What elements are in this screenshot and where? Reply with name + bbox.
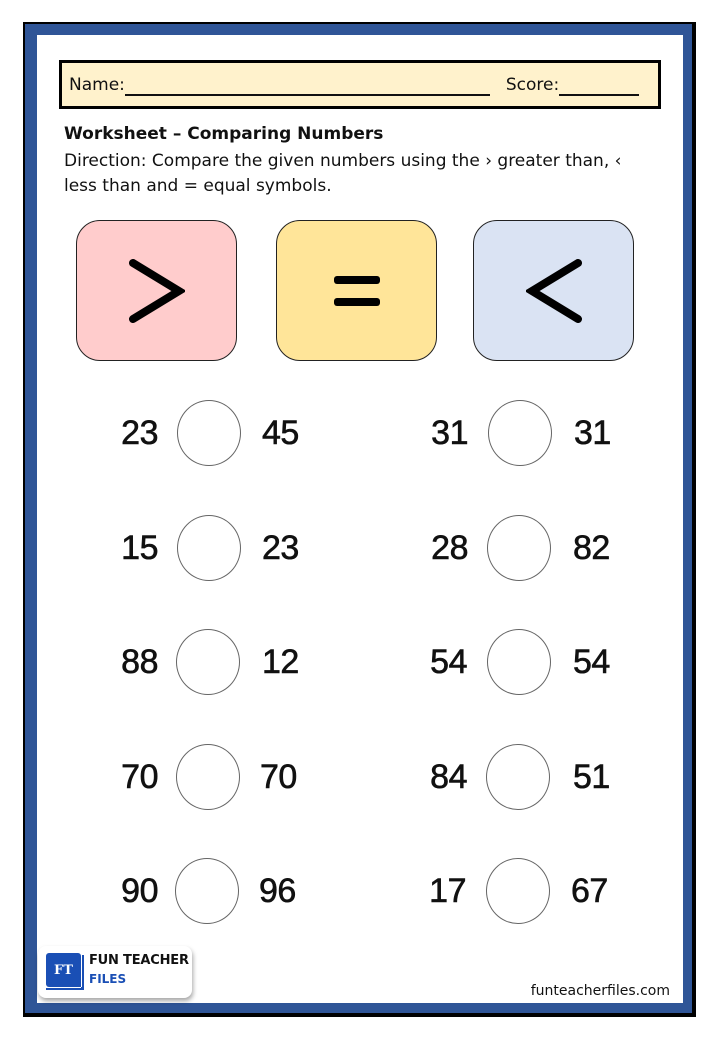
number-left: 70 <box>121 758 158 796</box>
answer-circle[interactable] <box>176 744 240 810</box>
answer-circle[interactable] <box>177 515 241 581</box>
answer-circle[interactable] <box>175 858 239 924</box>
logo-text-line2: FILES <box>89 972 127 986</box>
answer-circle[interactable] <box>487 515 551 581</box>
website-url: funteacherfiles.com <box>530 983 670 999</box>
number-left: 54 <box>430 643 467 681</box>
number-right: 31 <box>574 414 611 452</box>
answer-circle[interactable] <box>488 400 552 466</box>
number-left: 31 <box>431 414 468 452</box>
number-left: 28 <box>431 529 468 567</box>
directions-text: Direction: Compare the given numbers using the › greater than, ‹ less than and = equal symbols. <box>64 151 622 196</box>
score-label: Score: <box>505 74 560 95</box>
fun-teacher-files-logo <box>38 946 192 998</box>
number-right: 45 <box>262 414 299 452</box>
number-left: 15 <box>121 529 158 567</box>
number-left: 90 <box>121 872 158 910</box>
book-spine-decoration <box>82 955 84 990</box>
number-right: 96 <box>259 872 296 910</box>
number-left: 17 <box>429 872 466 910</box>
number-right: 54 <box>573 643 610 681</box>
number-right: 23 <box>262 529 299 567</box>
number-right: 51 <box>573 758 610 796</box>
logo-text-line1: FUN TEACHER <box>89 953 189 968</box>
number-left: 84 <box>430 758 467 796</box>
answer-circle[interactable] <box>177 400 241 466</box>
answer-circle[interactable] <box>487 629 551 695</box>
worksheet-title: Worksheet – Comparing Numbers <box>64 124 384 144</box>
book-pages-decoration <box>46 987 83 990</box>
answer-circle[interactable] <box>176 629 240 695</box>
number-left: 23 <box>121 414 158 452</box>
number-right: 70 <box>260 758 297 796</box>
answer-circle[interactable] <box>486 858 550 924</box>
book-icon: FT <box>46 953 81 987</box>
answer-circle[interactable] <box>486 744 550 810</box>
number-right: 67 <box>571 872 608 910</box>
number-right: 12 <box>262 643 299 681</box>
number-right: 82 <box>573 529 610 567</box>
number-left: 88 <box>121 643 158 681</box>
name-label: Name: <box>69 74 125 95</box>
